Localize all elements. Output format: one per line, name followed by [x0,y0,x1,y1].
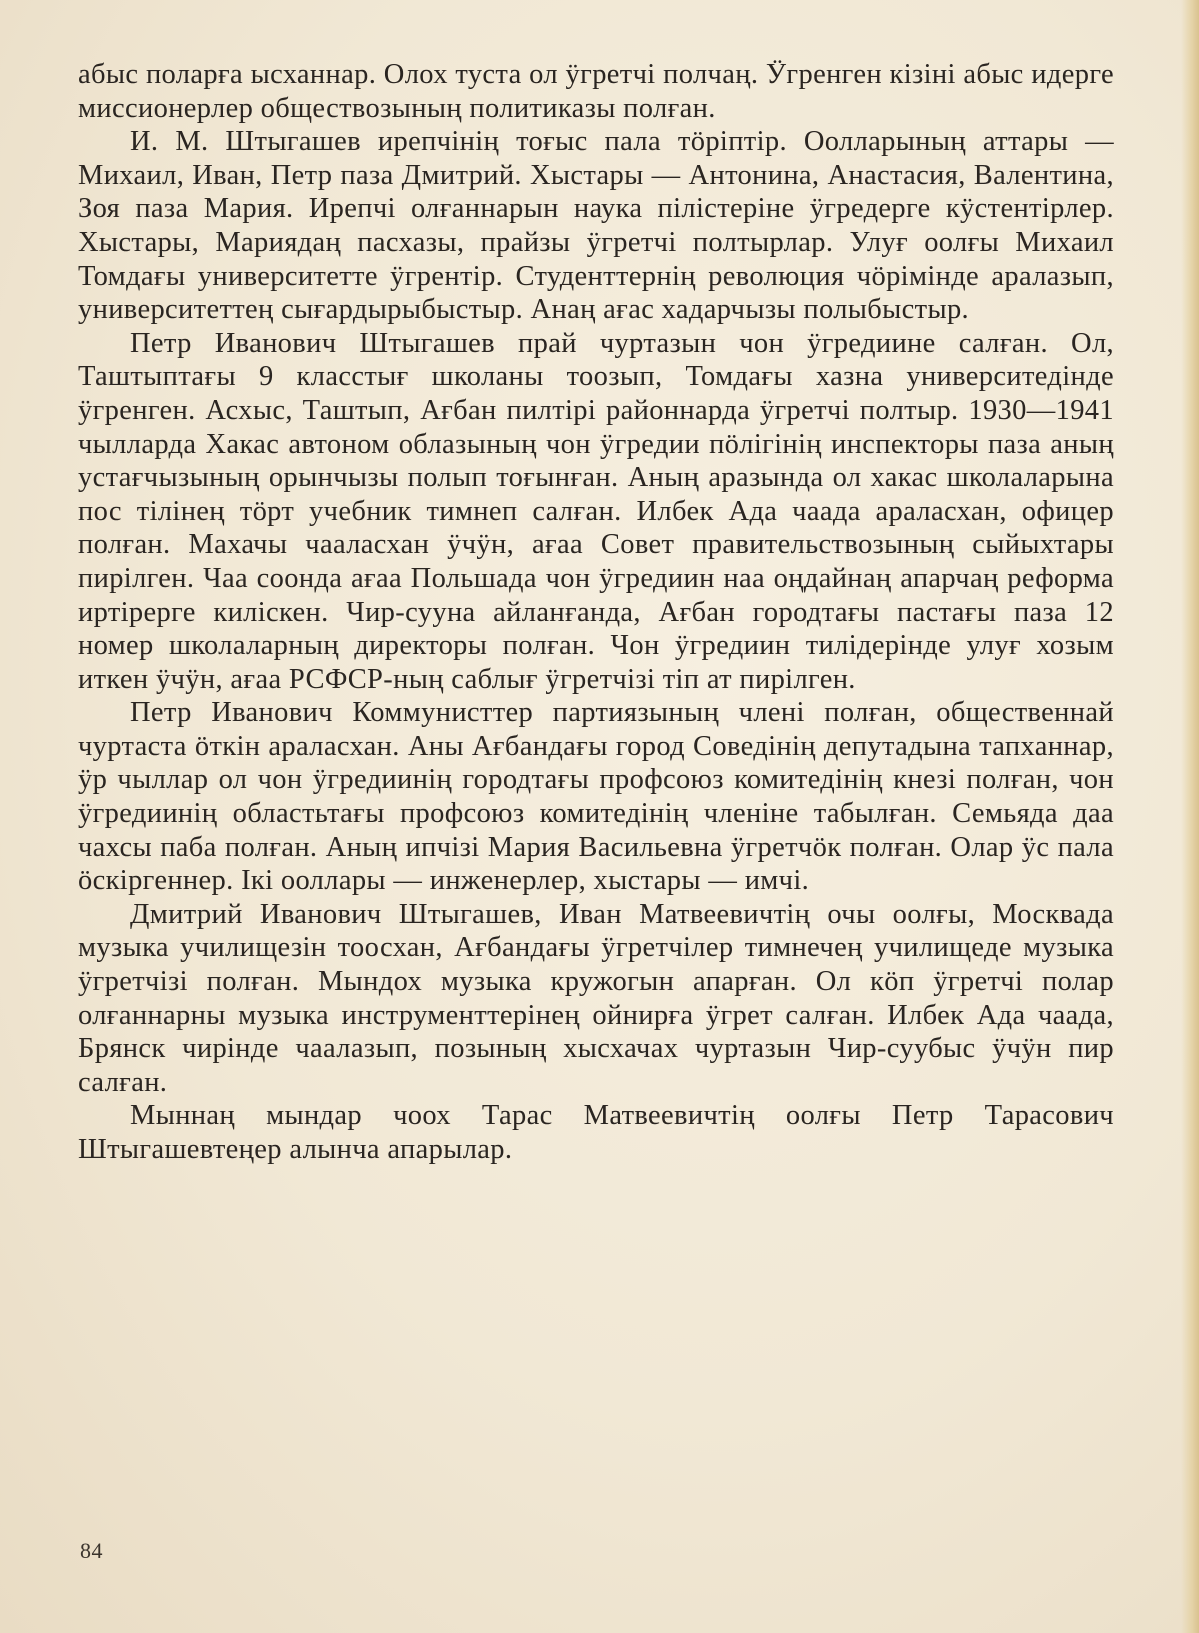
paragraph-3: Петр Иванович Штыгашев прай чуртазын чон ӱгредиине салған. Ол, Таштыптағы 9 класстығ школаны тоозып, Томдағы хазна университедінде ӱгренген. Асхыс, Таштып, Ағбан пилтірі районнарда ӱгретчі полтыр. 1930—1941 чылларда Хакас автоном облазының чон ӱгредии пöлігінің инспекторы паза аның устағчызының орынчызы полып тоғынған. Аның аразында ол хакас школаларына пос тілінең тöрт учебник тимнеп салған. Илбек Ада чаада араласхан, офицер полған. Махачы чааласхан ӱчӱн, ағаа Совет правительствозының сыйыхтары пирілген. Чаа соонда ағаа Польшада чон ӱгредиин наа оңдайнаң апарчаң реформа иртірерге киліскен. Чир-сууна айланғанда, Ағбан городтағы пастағы паза 12 номер школаларның директоры полған. Чон ӱгредиин тилідерінде улуғ хозым иткен ӱчӱн, ағаа РСФСР-ның саблығ ӱгретчізі тіп ат пирілген. [78,327,1114,695]
paragraph-5: Дмитрий Иванович Штыгашев, Иван Матвеевичтің очы оолғы, Москвада музыка училищезін тоосхан, Ағбандағы ӱгретчілер тимнечең училищеде музыка ӱгретчізі полған. Мындох музыка кружогын апарған. Ол кöп ӱгретчі полар олғаннарны музыка инструменттерінең ойнирға ӱгрет салған. Илбек Ада чаада, Брянск чирінде чаалазып, позының хысхачах чуртазын Чир-суубыс ӱчӱн пир салған. [78,898,1114,1098]
paragraph-4: Петр Иванович Коммунисттер партиязының члені полған, общественнай чуртаста öткін араласхан. Аны Ағбандағы город Соведінің депутадына тапханнар, ӱр чыллар ол чон ӱгредиинің городтағы профсоюз комитедінің кнезі полған, чон ӱгредиинің областьтағы профсоюз комитедінің членіне табылған. Семьяда даа чахсы паба полған. Аның ипчізі Мария Васильевна ӱгретчöк полған. Олар ӱс пала öскіргеннер. Ікі ооллары — инженерлер, хыстары — имчі. [78,697,1114,897]
paragraph-6: Мыннаң мындар чоох Тарас Матвеевичтің оолғы Петр Тарасович Штыгашевтеңер алынча апарылар. [78,1100,1114,1165]
page-edge-shadow [1181,0,1199,1633]
page-number: 84 [80,1538,103,1563]
paragraph-2: И. М. Штыгашев ирепчінің тоғыс пала тöріптір. Оолларының аттары — Михаил, Иван, Петр паза Дмитрий. Хыстары — Антонина, Анастасия, Валентина, Зоя паза Мария. Ирепчі олғаннарын наука пілістеріне ӱгредерге кӱстентірлер. Хыстары, Мариядаң пасхазы, прайзы ӱгретчі полтырлар. Улуғ оолғы Михаил Томдағы университетте ӱгрентір. Студенттернің революция чöрімінде аралазып, университеттең сығардырыбыстыр. Анаң ағас хадарчызы полыбыстыр. [78,126,1114,326]
body-text [78,58,1114,1167]
paragraph-1: абыс поларға ысханнар. Олох туста ол ӱгретчі полчаң. Ӱгренген кізіні абыс идерге миссионерлер обществозының политиказы полған. [78,59,1114,124]
